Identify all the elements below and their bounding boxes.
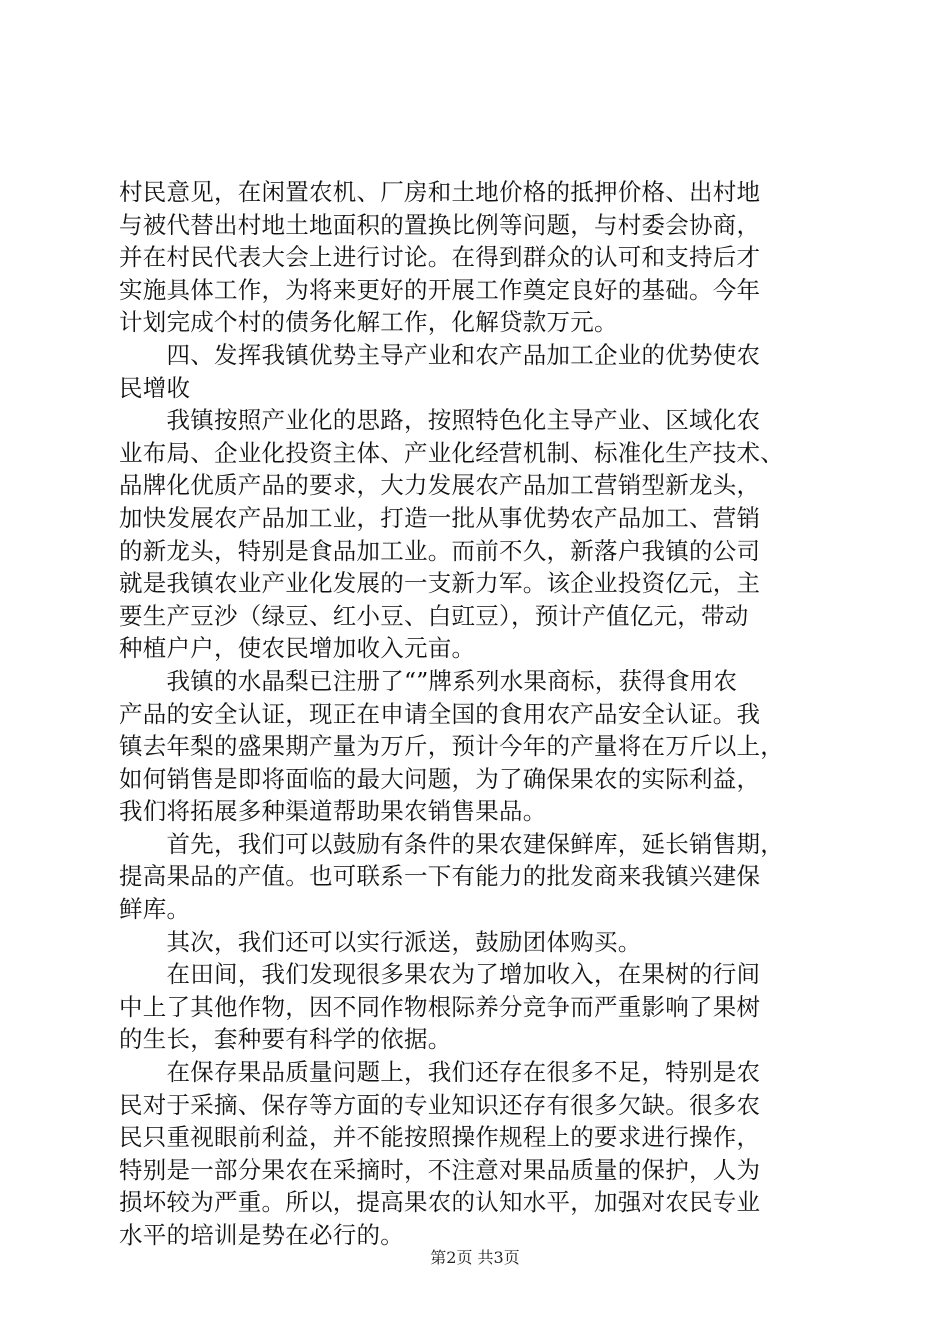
text-line: 民增收 bbox=[119, 373, 191, 402]
text-line: 我镇按照产业化的思路，按照特色化主导产业、区域化农 bbox=[119, 406, 761, 435]
text-line: 就是我镇农业产业化发展的一支新力军。该企业投资亿元，主 bbox=[119, 569, 761, 598]
text-line: 实施具体工作，为将来更好的开展工作奠定良好的基础。今年 bbox=[119, 275, 761, 304]
text-line: 加快发展农产品加工业，打造一批从事优势农产品加工、营销 bbox=[119, 503, 761, 532]
text-line: 在保存果品质量问题上，我们还存在很多不足，特别是农 bbox=[119, 1058, 761, 1087]
text-line: 其次，我们还可以实行派送，鼓励团体购买。 bbox=[119, 927, 642, 956]
text-line: 村民意见，在闲置农机、厂房和土地价格的抵押价格、出村地 bbox=[119, 178, 761, 206]
text-line: 特别是一部分果农在采摘时，不注意对果品质量的保护，人为 bbox=[119, 1155, 761, 1184]
text-line: 首先，我们可以鼓励有条件的果农建保鲜库，延长销售期， bbox=[119, 829, 784, 858]
text-line: 我们将拓展多种渠道帮助果农销售果品。 bbox=[119, 797, 547, 826]
text-line: 的新龙头，特别是食品加工业。而前不久，新落户我镇的公司 bbox=[119, 536, 761, 565]
text-line: 要生产豆沙（绿豆、红小豆、白豇豆），预计产值亿元，带动 bbox=[119, 601, 749, 630]
text-line: 的生长，套种要有科学的依据。 bbox=[119, 1025, 452, 1054]
text-line: 四、发挥我镇优势主导产业和农产品加工企业的优势使农 bbox=[119, 340, 761, 369]
text-line: 品牌化优质产品的要求，大力发展农产品加工营销型新龙头， bbox=[119, 471, 761, 500]
text-line: 如何销售是即将面临的最大问题，为了确保果农的实际利益， bbox=[119, 764, 761, 793]
text-line: 并在村民代表大会上进行讨论。在得到群众的认可和支持后才 bbox=[119, 243, 761, 272]
text-line: 水平的培训是势在必行的。 bbox=[119, 1221, 404, 1249]
text-line: 种植户户，使农民增加收入元亩。 bbox=[119, 634, 476, 663]
text-line: 中上了其他作物，因不同作物根际养分竞争而严重影响了果树 bbox=[119, 992, 761, 1021]
text-line: 提高果品的产值。也可联系一下有能力的批发商来我镇兴建保 bbox=[119, 862, 761, 891]
body-text bbox=[119, 176, 835, 1252]
text-line: 计划完成个村的债务化解工作，化解贷款万元。 bbox=[119, 308, 618, 337]
text-line: 鲜库。 bbox=[119, 895, 191, 924]
text-line: 民只重视眼前利益，并不能按照操作规程上的要求进行操作， bbox=[119, 1123, 761, 1152]
text-line: 民对于采摘、保存等方面的专业知识还存有很多欠缺。很多农 bbox=[119, 1090, 761, 1119]
text-line: 产品的安全认证，现正在申请全国的食用农产品安全认证。我 bbox=[119, 699, 761, 728]
text-line: 在田间，我们发现很多果农为了增加收入，在果树的行间 bbox=[119, 960, 761, 989]
text-line: 损坏较为严重。所以，提高果农的认知水平，加强对农民专业 bbox=[119, 1188, 761, 1217]
page-footer: 第2页 共3页 bbox=[430, 1248, 520, 1267]
text-line: 与被代替出村地土地面积的置换比例等问题，与村委会协商， bbox=[119, 210, 761, 239]
text-line: 业布局、企业化投资主体、产业化经营机制、标准化生产技术、 bbox=[119, 438, 784, 467]
text-line: 我镇的水晶梨已注册了“”牌系列水果商标，获得食用农 bbox=[119, 666, 738, 695]
text-line: 镇去年梨的盛果期产量为万斤，预计今年的产量将在万斤以上， bbox=[119, 732, 784, 761]
